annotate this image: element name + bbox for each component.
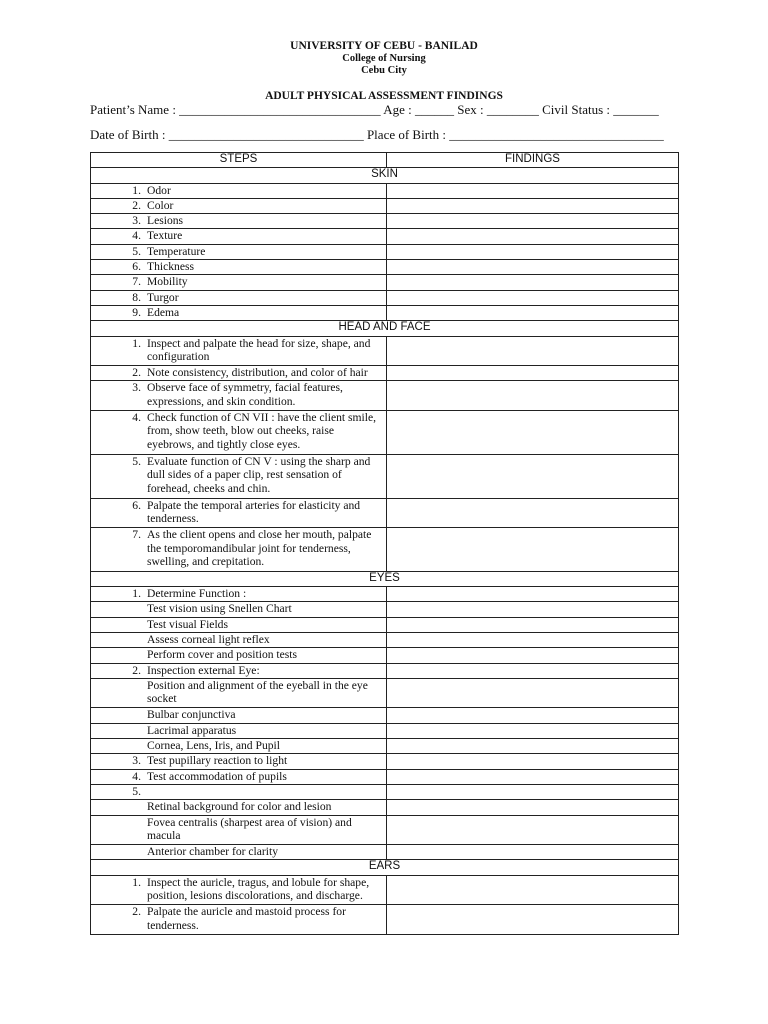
step-number: 2. <box>132 663 141 677</box>
findings-cell[interactable] <box>387 905 679 935</box>
step-text: Texture <box>147 229 183 243</box>
table-row <box>91 739 679 754</box>
step-number: 3. <box>132 381 141 395</box>
step-text: Fovea centralis (sharpest area of vision) and macula <box>147 815 352 843</box>
table-row <box>91 244 679 259</box>
step-text: Mobility <box>147 275 188 289</box>
step-text: Thickness <box>147 260 195 274</box>
step-text <box>147 785 386 799</box>
table-row <box>91 290 679 305</box>
step-cell <box>91 183 387 198</box>
step-cell <box>91 617 387 632</box>
step-cell <box>91 275 387 290</box>
step-cell <box>91 454 387 498</box>
birth-info-line[interactable]: Date of Birth : ______________________________ Place of Birth : _________________________________ <box>90 127 664 142</box>
step-text: Palpate the temporal arteries for elasticity and tenderness. <box>147 498 361 526</box>
step-text: Turgor <box>147 290 179 304</box>
findings-cell[interactable] <box>387 290 679 305</box>
step-number <box>91 648 147 662</box>
step-number: 4. <box>132 229 141 243</box>
section-row <box>91 168 679 183</box>
table-row <box>91 214 679 229</box>
step-text: Anterior chamber for clarity <box>147 845 279 859</box>
step-cell <box>91 198 387 213</box>
findings-cell[interactable] <box>387 454 679 498</box>
findings-cell[interactable] <box>387 648 679 663</box>
city-name: Cebu City <box>361 65 407 76</box>
step-text: Palpate the auricle and mastoid process for tenderness. <box>147 905 346 932</box>
table-row <box>91 784 679 799</box>
table-row <box>91 366 679 381</box>
step-cell <box>91 708 387 723</box>
step-cell <box>91 875 387 905</box>
step-number: 3. <box>132 214 141 228</box>
step-cell <box>91 815 387 845</box>
step-text: Position and alignment of the eyeball in the eye socket <box>147 678 368 706</box>
step-cell <box>91 648 387 663</box>
step-text: Inspection external Eye: <box>147 663 260 677</box>
step-number: 1. <box>132 587 141 601</box>
table-row <box>91 602 679 617</box>
step-text: Test vision using Snellen Chart <box>147 602 292 616</box>
step-cell <box>91 678 387 708</box>
step-cell <box>91 587 387 602</box>
step-number <box>91 679 147 706</box>
step-cell <box>91 528 387 572</box>
step-number: 4. <box>132 410 141 424</box>
findings-cell[interactable] <box>387 498 679 528</box>
step-number: 7. <box>132 528 141 542</box>
step-text: Edema <box>147 305 180 319</box>
step-cell <box>91 845 387 860</box>
findings-cell[interactable] <box>387 875 679 905</box>
table-row <box>91 723 679 738</box>
findings-cell[interactable] <box>387 633 679 648</box>
findings-cell[interactable] <box>387 739 679 754</box>
findings-cell[interactable] <box>387 708 679 723</box>
step-number: 7. <box>132 275 141 289</box>
findings-cell[interactable] <box>387 410 679 454</box>
findings-cell[interactable] <box>387 754 679 769</box>
step-text: Lacrimal apparatus <box>147 723 237 737</box>
table-row <box>91 845 679 860</box>
table-row <box>91 229 679 244</box>
step-text: Lesions <box>147 214 184 228</box>
steps-column-header: STEPS <box>91 153 387 168</box>
step-text: Note consistency, distribution, and color of hair <box>147 366 368 380</box>
step-number <box>91 724 147 738</box>
university-name: UNIVERSITY OF CEBU - BANILAD <box>290 40 478 52</box>
step-cell <box>91 336 387 366</box>
step-cell <box>91 784 387 799</box>
section-row <box>91 571 679 586</box>
step-number <box>91 708 147 722</box>
table-row <box>91 617 679 632</box>
table-row <box>91 708 679 723</box>
section-title: EARS <box>91 860 679 875</box>
step-text: Test pupillary reaction to light <box>147 754 288 768</box>
table-row <box>91 905 679 935</box>
findings-cell[interactable] <box>387 845 679 860</box>
step-cell <box>91 739 387 754</box>
table-row <box>91 769 679 784</box>
section-row <box>91 321 679 336</box>
step-cell <box>91 498 387 528</box>
table-row <box>91 587 679 602</box>
table-row <box>91 800 679 815</box>
table-row <box>91 198 679 213</box>
step-cell <box>91 366 387 381</box>
step-cell <box>91 214 387 229</box>
step-number <box>91 633 147 647</box>
step-text: Test accommodation of pupils <box>147 769 287 783</box>
findings-cell[interactable] <box>387 602 679 617</box>
step-number: 9. <box>132 305 141 319</box>
findings-cell[interactable] <box>387 198 679 213</box>
findings-cell[interactable] <box>387 305 679 320</box>
step-number: 1. <box>132 183 141 197</box>
step-text: Color <box>147 198 174 212</box>
step-number: 5. <box>132 454 141 468</box>
table-row <box>91 336 679 366</box>
step-text: Test visual Fields <box>147 617 228 631</box>
step-number <box>91 739 147 753</box>
step-text: As the client opens and close her mouth, palpate the temporomandibular joint for tenderness, swelling, and crepitation. <box>147 528 372 569</box>
findings-cell[interactable] <box>387 815 679 845</box>
step-number: 6. <box>132 498 141 512</box>
table-row <box>91 678 679 708</box>
step-cell <box>91 260 387 275</box>
step-cell <box>91 754 387 769</box>
college-name: College of Nursing <box>342 53 426 64</box>
step-text: Observe face of symmetry, facial features, expressions, and skin condition. <box>147 381 343 408</box>
step-text: Cornea, Lens, Iris, and Pupil <box>147 739 280 753</box>
findings-cell[interactable] <box>387 214 679 229</box>
table-row <box>91 875 679 905</box>
step-number <box>91 602 147 616</box>
step-cell <box>91 244 387 259</box>
step-text: Bulbar conjunctiva <box>147 708 236 722</box>
table-row <box>91 754 679 769</box>
step-cell <box>91 723 387 738</box>
step-cell <box>91 633 387 648</box>
step-number: 5. <box>132 244 141 258</box>
step-cell <box>91 410 387 454</box>
step-number: 2. <box>132 198 141 212</box>
step-number: 5. <box>132 784 141 798</box>
findings-column-header: FINDINGS <box>387 153 679 168</box>
findings-cell[interactable] <box>387 244 679 259</box>
step-cell <box>91 905 387 935</box>
step-text: Odor <box>147 183 171 197</box>
findings-cell[interactable] <box>387 723 679 738</box>
step-cell <box>91 305 387 320</box>
table-row <box>91 410 679 454</box>
step-text: Inspect the auricle, tragus, and lobule for shape, position, lesions discolorations, and discharge. <box>147 875 370 903</box>
step-cell <box>91 229 387 244</box>
findings-cell[interactable] <box>387 663 679 678</box>
findings-cell[interactable] <box>387 800 679 815</box>
table-row <box>91 381 679 411</box>
step-number <box>91 618 147 632</box>
findings-cell[interactable] <box>387 275 679 290</box>
table-row <box>91 305 679 320</box>
step-number: 6. <box>132 260 141 274</box>
step-text: Check function of CN VII : have the client smile, from, show teeth, blow out cheeks, raise eyebrows, and tightly close eyes. <box>147 410 377 451</box>
section-title: HEAD AND FACE <box>91 321 679 336</box>
table-row <box>91 663 679 678</box>
step-number <box>91 800 147 814</box>
table-row <box>91 528 679 572</box>
findings-cell[interactable] <box>387 366 679 381</box>
step-text: Evaluate function of CN V : using the sharp and dull sides of a paper clip, rest sensation of forehead, cheeks and chin. <box>147 454 371 495</box>
step-number: 8. <box>132 290 141 304</box>
form-title: ADULT PHYSICAL ASSESSMENT FINDINGS <box>265 90 503 102</box>
table-row <box>91 648 679 663</box>
step-cell <box>91 769 387 784</box>
table-row <box>91 498 679 528</box>
table-row <box>91 454 679 498</box>
step-cell <box>91 800 387 815</box>
step-number <box>91 816 147 843</box>
findings-cell[interactable] <box>387 769 679 784</box>
step-number: 1. <box>132 336 141 350</box>
step-cell <box>91 290 387 305</box>
findings-cell[interactable] <box>387 260 679 275</box>
step-cell <box>91 602 387 617</box>
table-row <box>91 633 679 648</box>
findings-cell[interactable] <box>387 229 679 244</box>
section-title: SKIN <box>91 168 679 183</box>
findings-cell[interactable] <box>387 587 679 602</box>
table-header-row <box>91 153 679 168</box>
step-number: 1. <box>132 875 141 889</box>
section-title: EYES <box>91 571 679 586</box>
step-text: Perform cover and position tests <box>147 648 298 662</box>
step-text: Assess corneal light reflex <box>147 633 270 647</box>
step-text: Retinal background for color and lesion <box>147 800 332 814</box>
step-text: Inspect and palpate the head for size, shape, and configuration <box>147 336 371 364</box>
findings-cell[interactable] <box>387 336 679 366</box>
step-text: Determine Function : <box>147 587 247 601</box>
assessment-table <box>90 152 679 935</box>
step-cell <box>91 381 387 411</box>
findings-cell[interactable] <box>387 784 679 799</box>
findings-cell[interactable] <box>387 183 679 198</box>
findings-cell[interactable] <box>387 678 679 708</box>
findings-cell[interactable] <box>387 381 679 411</box>
step-number <box>91 845 147 859</box>
step-cell <box>91 663 387 678</box>
table-row <box>91 260 679 275</box>
step-text: Temperature <box>147 244 206 258</box>
section-row <box>91 860 679 875</box>
step-number: 2. <box>132 905 141 919</box>
table-row <box>91 815 679 845</box>
findings-cell[interactable] <box>387 528 679 572</box>
step-number: 3. <box>132 754 141 768</box>
step-number: 2. <box>132 366 141 380</box>
step-number: 4. <box>132 769 141 783</box>
patient-info-line[interactable]: Patient’s Name : _______________________________ Age : ______ Sex : ________ Civil Status : _______ <box>90 102 659 117</box>
findings-cell[interactable] <box>387 617 679 632</box>
table-row <box>91 183 679 198</box>
table-row <box>91 275 679 290</box>
